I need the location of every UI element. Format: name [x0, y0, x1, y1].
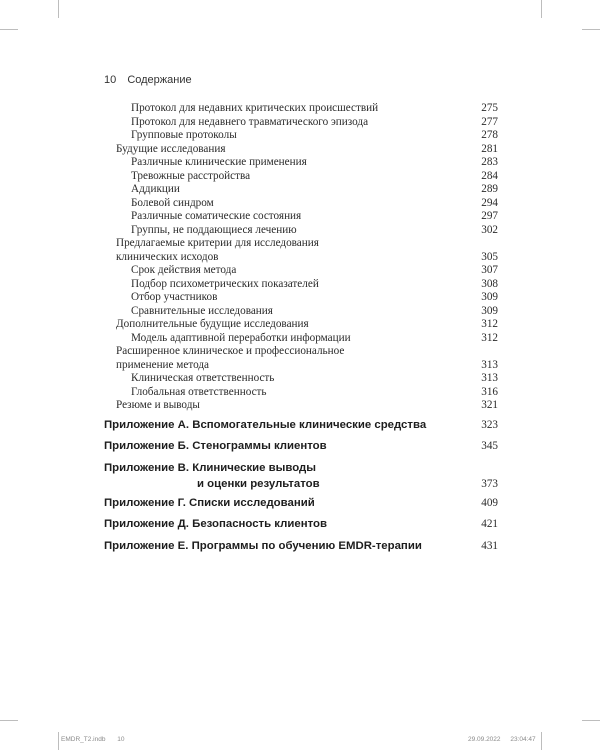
appendix-title: Приложение Г. Списки исследований: [104, 497, 315, 509]
toc-entry-title: Подбор психометрических показателей: [131, 277, 319, 290]
toc-entry: [0, 278, 600, 291]
appendix-page: 323: [481, 419, 498, 431]
toc-entry: [0, 129, 600, 142]
crop-mark-top-right: [541, 0, 542, 18]
slug-timestamp: [468, 736, 536, 743]
toc-entry-title: применение метода: [116, 358, 210, 371]
crop-mark-bottom-right: [541, 732, 542, 750]
toc-entry: [0, 386, 600, 399]
toc-entry-page: 321: [481, 399, 498, 411]
toc-entry: [0, 332, 600, 345]
running-header: [104, 74, 192, 86]
toc-entry-page: 278: [481, 129, 498, 141]
toc-entry-title: Срок действия метода: [131, 264, 237, 276]
toc-entry-title: Расширенное клиническое и профессиональное: [116, 345, 345, 357]
toc-entry: [0, 251, 600, 264]
toc-entry-page: 283: [481, 156, 498, 168]
toc-entry-title: Сравнительные исследования: [131, 304, 273, 317]
crop-mark-bottom-left: [58, 732, 59, 750]
toc-entry-title: Предлагаемые критерии для исследования: [116, 237, 319, 249]
toc-entry-page: 277: [481, 115, 498, 128]
toc-entry-page: 275: [481, 102, 498, 114]
appendix-entry: [0, 461, 600, 490]
appendix-entry: [0, 517, 600, 531]
toc-entry: [0, 183, 600, 196]
toc-entry-title: Отбор участников: [131, 291, 218, 303]
slug-file-name: EMDR_T2.indb: [61, 736, 106, 743]
toc-entry: [0, 264, 600, 277]
toc-entry: [0, 291, 600, 304]
appendix-entry: [0, 496, 600, 510]
appendix-title: Приложение В. Клинические выводы: [104, 462, 316, 474]
appendix-page: 431: [481, 540, 498, 552]
toc-entry: [0, 143, 600, 156]
toc-entry-title: Болевой синдром: [131, 196, 214, 209]
toc-entry-page: 281: [481, 142, 498, 155]
toc-entry-title: Резюме и выводы: [116, 399, 200, 411]
toc-entry: [0, 210, 600, 223]
crop-mark-left-bottom: [0, 720, 18, 721]
toc-entry-title: Тревожные расстройства: [131, 169, 251, 182]
header-page-number: 10: [104, 74, 117, 86]
toc-entry-page: 284: [481, 169, 498, 182]
toc-entry-title: Дополнительные будущие исследования: [116, 318, 309, 330]
appendix-title: Приложение Д. Безопасность клиентов: [104, 518, 327, 530]
toc-entry-title: Протокол для недавних критических происшествий: [131, 102, 379, 114]
toc-entry-title: Модель адаптивной переработки информации: [131, 331, 351, 344]
toc-entry-page: 297: [481, 210, 498, 222]
toc-entry-page: 312: [481, 318, 498, 330]
toc-entry-title: клинических исходов: [116, 250, 219, 263]
toc-entry-page: 309: [481, 304, 498, 317]
toc-entry-page: 307: [481, 264, 498, 276]
toc-entry: [0, 305, 600, 318]
slug-page: 10: [117, 736, 125, 743]
toc-entry-page: 305: [481, 250, 498, 263]
toc-entry: [0, 318, 600, 331]
appendix-page: 409: [481, 497, 498, 509]
appendix-title-continued: и оценки результатов: [197, 478, 320, 490]
slug-time: 23:04:47: [510, 736, 536, 743]
appendix-entry: [0, 439, 600, 453]
crop-mark-top-left: [58, 0, 59, 18]
toc-entry: [0, 102, 600, 115]
appendix-entry: [0, 539, 600, 553]
toc-entry-title: Группы, не поддающиеся лечению: [131, 223, 297, 236]
toc-entry-title: Аддикции: [131, 183, 180, 195]
toc-entry-page: 313: [481, 372, 498, 384]
toc-entry-title: Будущие исследования: [116, 142, 226, 155]
toc-entry-title: Различные соматические состояния: [131, 210, 302, 222]
appendix-title: Приложение Б. Стенограммы клиентов: [104, 440, 327, 452]
header-section-title: Содержание: [127, 74, 192, 86]
toc-entry-title: Различные клинические применения: [131, 156, 307, 168]
appendix-page: 345: [481, 440, 498, 452]
toc-entry-page: 309: [481, 291, 498, 303]
toc-entry-page: 312: [481, 331, 498, 344]
toc-entry: [0, 372, 600, 385]
appendix-page: 373: [481, 478, 498, 490]
crop-mark-right-bottom: [582, 720, 600, 721]
toc-entry: [0, 197, 600, 210]
crop-mark-left-top: [0, 29, 18, 30]
toc-entry: [0, 359, 600, 372]
toc-entry: [0, 345, 600, 358]
appendix-entry: [0, 418, 600, 432]
toc-entry: [0, 116, 600, 129]
crop-mark-right-top: [582, 29, 600, 30]
toc-entry-page: 294: [481, 196, 498, 209]
toc-entry-page: 308: [481, 277, 498, 290]
toc-entry-page: 289: [481, 183, 498, 195]
toc-entry: [0, 237, 600, 250]
toc-entry: [0, 399, 600, 412]
toc-entry-page: 313: [481, 358, 498, 371]
toc-entry-title: Групповые протоколы: [131, 129, 237, 141]
toc-entry-title: Протокол для недавнего травматического эпизода: [131, 115, 369, 128]
toc-entry: [0, 156, 600, 169]
toc-entry: [0, 224, 600, 237]
slug-file: [61, 736, 124, 743]
toc-entry-title: Клиническая ответственность: [131, 372, 275, 384]
appendix-title: Приложение А. Вспомогательные клинические средства: [104, 419, 427, 431]
appendix-page: 421: [481, 518, 498, 530]
toc-entry-title: Глобальная ответственность: [131, 385, 267, 398]
toc-entry-page: 316: [481, 385, 498, 398]
appendix-title: Приложение Е. Программы по обучению EMDR-терапии: [104, 540, 422, 552]
slug-date: 29.09.2022: [468, 736, 501, 743]
toc-entry-page: 302: [481, 223, 498, 236]
toc-entry: [0, 170, 600, 183]
